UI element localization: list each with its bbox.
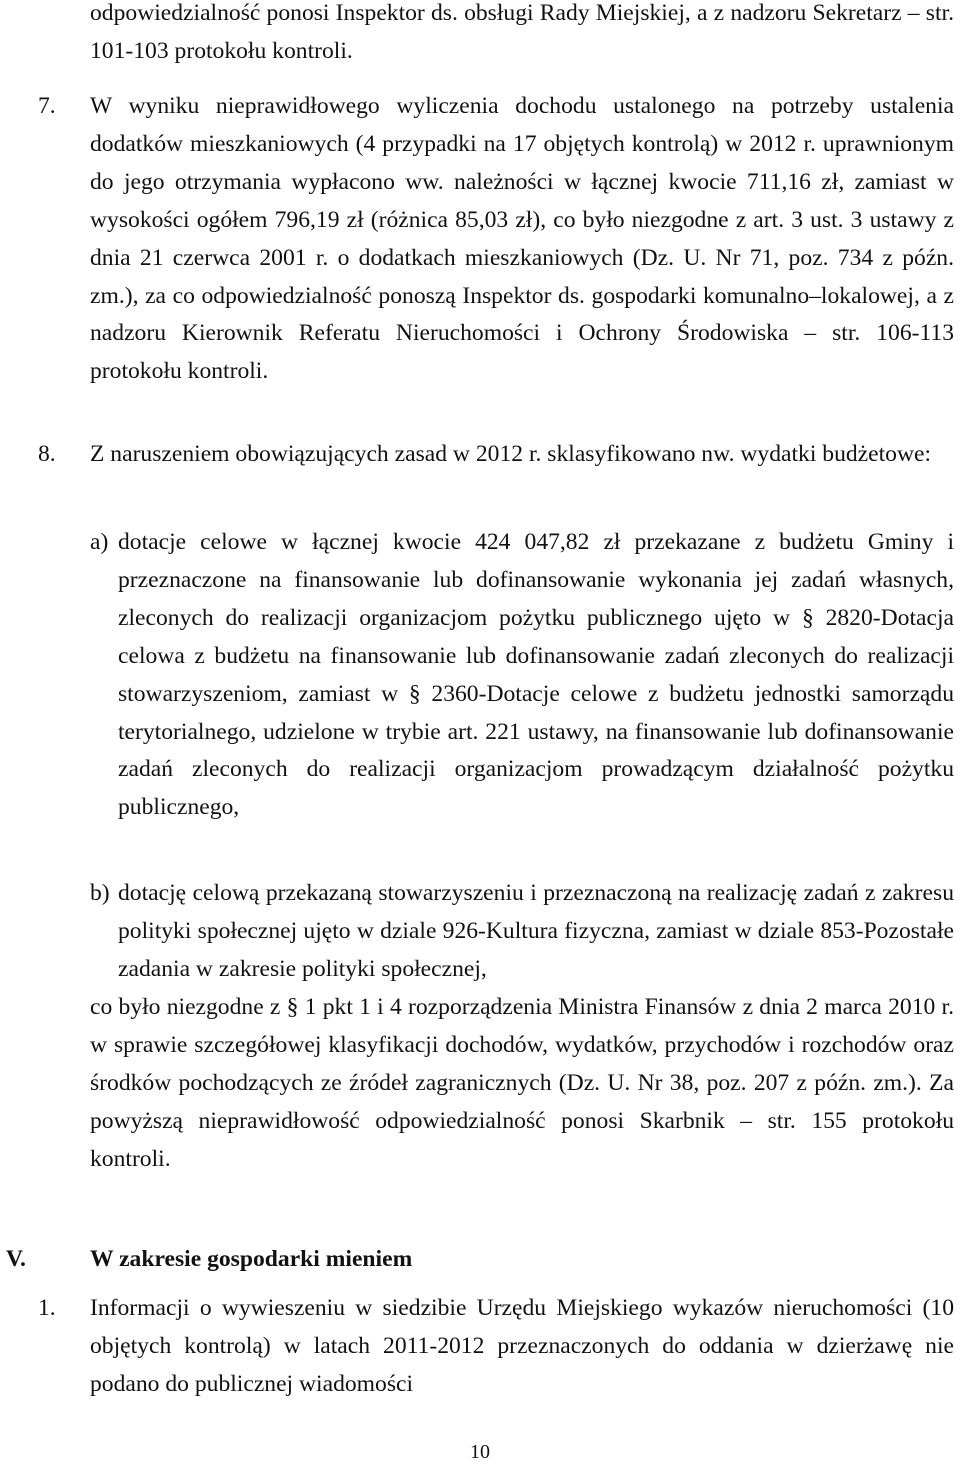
item-7-number: 7. [38,93,56,119]
item-8a-text: dotacje celowe w łącznej kwocie 424 047,82 zł przekazane z budżetu Gminy i przeznaczone na finansowanie lub dofinansowanie wykonania jej zadań własnych, zleconych do realizacji organizacjom pożytku publicznego ujęto w § 2820-Dotacja celowa z budżetu na finansowanie lub dofinansowanie zadań zleconych do realizacji stowarzyszeniom, zamiast w § 2360-Dotacje celowe z budżetu jednostki samorządu terytorialnego, udzielone w trybie art. 221 ustawy, na finansowanie lub dofinansowanie zadań zleconych do realizacji organizacjom prowadzącym działalność pożytku publicznego, [118,529,954,821]
item-1-text: Informacji o wywieszeniu w siedzibie Urzędu Miejskiego wykazów nieruchomości (10 objętych kontrolą) w latach 2011-2012 przeznaczonych do oddania w dzierżawę nie podano do publicznej wiadomości [90,1295,954,1397]
item-8-number: 8. [38,441,56,467]
item-8-closing: co było niezgodne z § 1 pkt 1 i 4 rozporządzenia Ministra Finansów z dnia 2 marca 2010 r. w sprawie szczegółowej klasyfikacji dochodów, wydatków, przychodów i rozchodów oraz środków pochodzących ze źródeł zagranicznych (Dz. U. Nr 38, poz. 207 z późn. zm.). Za powyższą nieprawidłowość odpowiedzialność ponosi Skarbnik – str. 155 protokołu kontroli. [90,994,954,1172]
section-v-number: V. [6,1246,26,1272]
item-8-intro: Z naruszeniem obowiązujących zasad w 2012 r. sklasyfikowano nw. wydatki budżetowe: [90,441,932,467]
section-v-heading: W zakresie gospodarki mieniem [90,1246,413,1272]
continuation-paragraph: odpowiedzialność ponosi Inspektor ds. obsługi Rady Miejskiej, a z nadzoru Sekretarz – str. 101-103 protokołu kontroli. [90,0,954,64]
page-number: 10 [470,1441,490,1463]
item-8b-text: dotację celową przekazaną stowarzyszeniu i przeznaczoną na realizację zadań z zakresu polityki społecznej ujęto w dziale 926-Kultura fizyczna, zamiast w dziale 853-Pozostałe zadania w zakresie polityki społecznej, [118,880,954,982]
item-8a-label: a) [90,529,109,555]
item-7-text: W wyniku nieprawidłowego wyliczenia dochodu ustalonego na potrzeby ustalenia dodatków mieszkaniowych (4 przypadki na 17 objętych kontrolą) w 2012 r. uprawnionym do jego otrzymania wypłacono ww. należności w łącznej kwocie 711,16 zł, zamiast w wysokości ogółem 796,19 zł (różnica 85,03 zł), co było niezgodne z art. 3 ust. 3 ustawy z dnia 21 czerwca 2001 r. o dodatkach mieszkaniowych (Dz. U. Nr 71, poz. 734 z późn. zm.), za co odpowiedzialność ponoszą Inspektor ds. gospodarki komunalno–lokalowej, a z nadzoru Kierownik Referatu Nieruchomości i Ochrony Środowiska – str. 106-113 protokołu kontroli. [90,93,954,385]
item-8b-label: b) [90,880,110,906]
item-1-number: 1. [38,1295,56,1321]
